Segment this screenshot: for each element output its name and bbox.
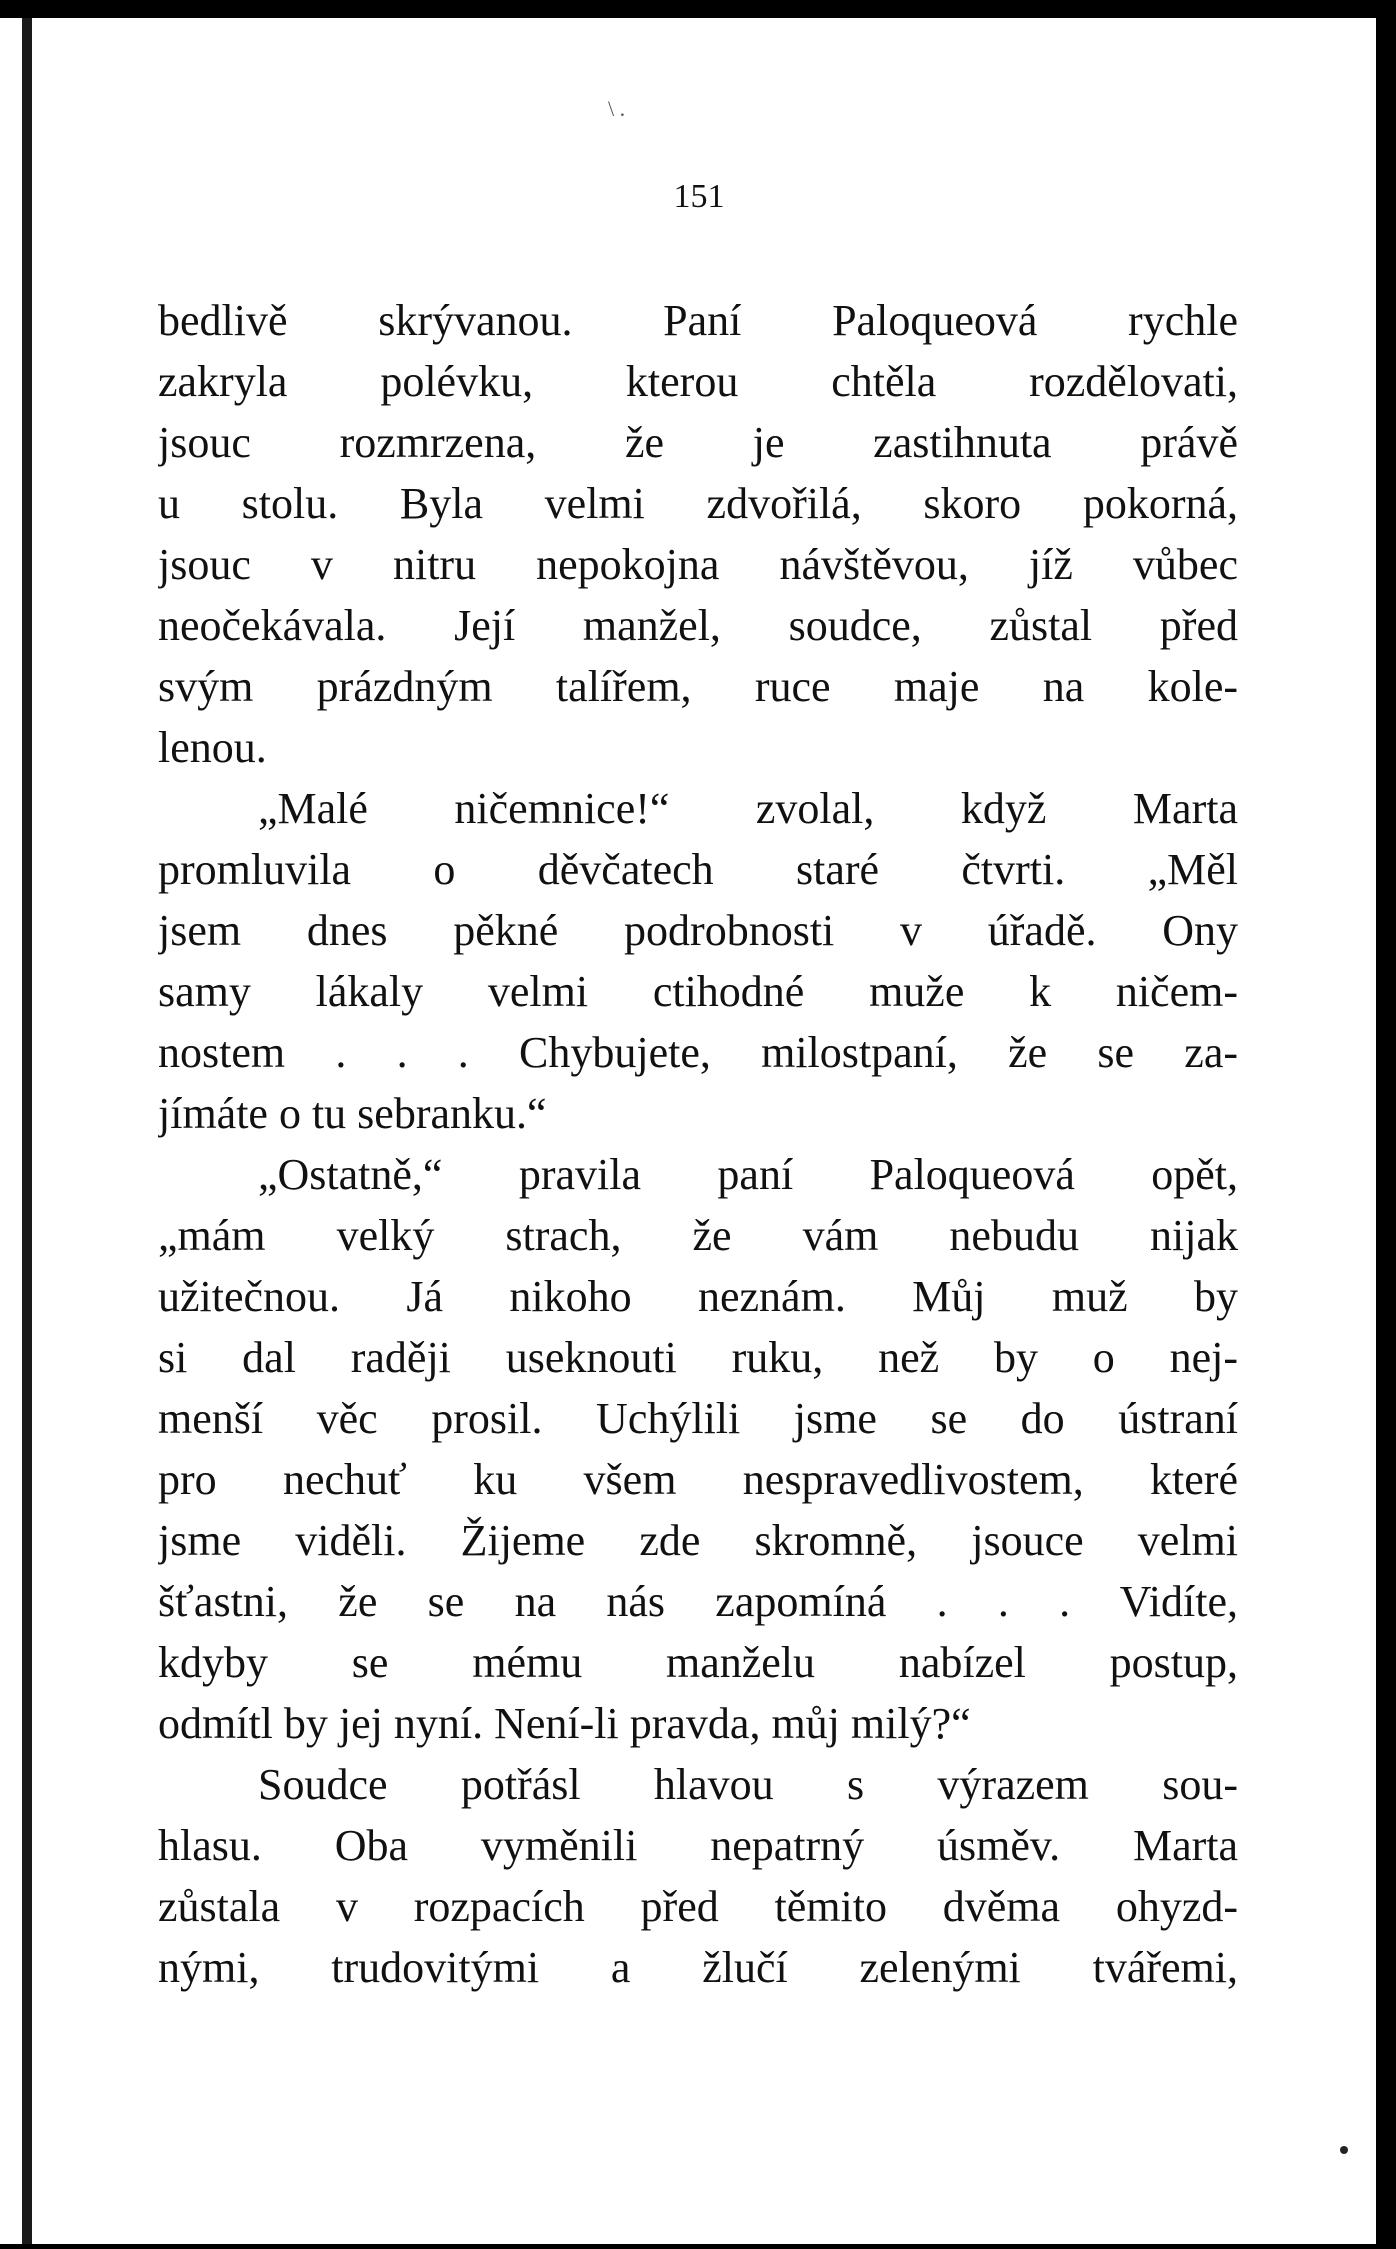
text-line: nostem . . . Chybujete, milostpaní, že se za- bbox=[158, 1028, 1238, 1077]
body-text bbox=[158, 290, 1238, 1998]
book-page bbox=[22, 18, 1376, 2244]
gutter-shadow bbox=[22, 18, 32, 2244]
text-line: neočekávala. Její manžel, soudce, zůstal před bbox=[158, 601, 1238, 650]
text-line: šťastni, že se na nás zapomíná . . . Vidíte, bbox=[158, 1577, 1238, 1626]
text-line: užitečnou. Já nikoho neznám. Můj muž by bbox=[158, 1272, 1238, 1321]
text-line: „mám velký strach, že vám nebudu nijak bbox=[158, 1211, 1238, 1260]
text-line: bedlivě skrývanou. Paní Paloqueová rychle bbox=[158, 296, 1238, 345]
text-line: jímáte o tu sebranku.“ bbox=[158, 1089, 547, 1138]
text-line: jsouc rozmrzena, že je zastihnuta právě bbox=[158, 418, 1238, 467]
text-line: samy lákaly velmi ctihodné muže k ničem- bbox=[158, 967, 1238, 1016]
text-line: jsme viděli. Žijeme zde skromně, jsouce velmi bbox=[158, 1516, 1238, 1565]
text-line: „Ostatně,“ pravila paní Paloqueová opět, bbox=[258, 1150, 1238, 1199]
text-line: Soudce potřásl hlavou s výrazem sou- bbox=[258, 1760, 1238, 1809]
text-line: zakryla polévku, kterou chtěla rozdělovati, bbox=[158, 357, 1238, 406]
text-line: „Malé ničemnice!“ zvolal, když Marta bbox=[258, 784, 1238, 833]
text-line: nými, trudovitými a žlučí zelenými tvářemi, bbox=[158, 1943, 1238, 1992]
top-mark: \ . bbox=[608, 96, 626, 121]
text-line: odmítl by jej nyní. Není-li pravda, můj milý?“ bbox=[158, 1699, 971, 1748]
page-number: 151 bbox=[673, 178, 725, 215]
text-line: kdyby se mému manželu nabízel postup, bbox=[158, 1638, 1238, 1687]
text-line: pro nechuť ku všem nespravedlivostem, které bbox=[158, 1455, 1238, 1504]
text-line: lenou. bbox=[158, 723, 267, 772]
text-line: zůstala v rozpacích před těmito dvěma ohyzd- bbox=[158, 1882, 1238, 1931]
text-line: svým prázdným talířem, ruce maje na kole- bbox=[158, 662, 1238, 711]
text-line: jsouc v nitru nepokojna návštěvou, jíž vůbec bbox=[158, 540, 1238, 589]
ink-speck bbox=[1340, 2146, 1348, 2154]
text-line: promluvila o děvčatech staré čtvrti. „Měl bbox=[158, 845, 1238, 894]
text-line: si dal raději useknouti ruku, než by o nej- bbox=[158, 1333, 1238, 1382]
text-line: hlasu. Oba vyměnili nepatrný úsměv. Marta bbox=[158, 1821, 1238, 1870]
page-edge bbox=[0, 18, 22, 2244]
text-line: menší věc prosil. Uchýlili jsme se do ústraní bbox=[158, 1394, 1238, 1443]
text-line: u stolu. Byla velmi zdvořilá, skoro pokorná, bbox=[158, 479, 1238, 528]
text-line: jsem dnes pěkné podrobnosti v úřadě. Ony bbox=[158, 906, 1238, 955]
